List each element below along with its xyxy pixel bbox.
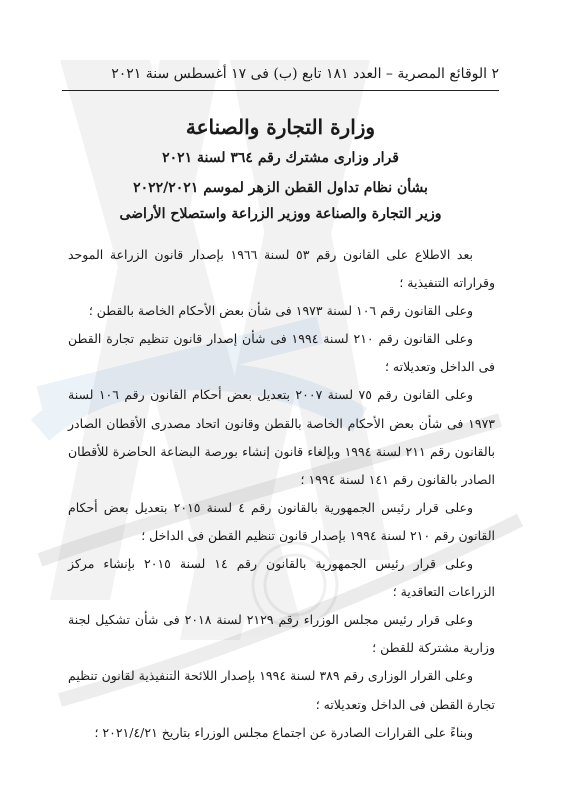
preamble-paragraph: وعلى قرار رئيس الجمهورية بالقانون رقم ٤ لسنة ٢٠١٥ بتعديل بعض أحكام القانون رقم ٢١٠ لسنة ١٩٩٤ بإصدار قانون تنظيم القطن فى الداخل ؛ <box>68 499 495 543</box>
gazette-header: ٢ الوقائع المصرية – العدد ١٨١ تابع (ب) فى ١٧ أغسطس سنة ٢٠٢١ <box>111 66 499 82</box>
decree-subject: بشأن نظام تداول القطن الزهر لموسم ٢٠٢٢/٢٠٢١ <box>133 180 428 196</box>
issuing-ministers: وزير التجارة والصناعة ووزير الزراعة واستصلاح الأراضى <box>119 206 442 222</box>
preamble-paragraph: وعلى القانون رقم ١٠٦ لسنة ١٩٧٣ فى شأن بعض الأحكام الخاصة بالقطن ؛ <box>88 303 473 319</box>
preamble-paragraph: بعد الاطلاع على القانون رقم ٥٣ لسنة ١٩٦٦ بإصدار قانون الزراعة الموحد وقراراته التنفيذية ؛ <box>68 247 495 291</box>
decree-title: قرار وزارى مشترك رقم ٣٦٤ لسنة ٢٠٢١ <box>162 150 399 166</box>
preamble-paragraph: وعلى القانون رقم ٧٥ لسنة ٢٠٠٧ بتعديل بعض أحكام القانون رقم ١٠٦ لسنة ١٩٧٣ فى شأن بعض الأحكام الخاصة بالقطن وقانون اتحاد مصدرى الأقطان الصادر بالقانون رقم ٢١١ لسنة ١٩٩٤ وبإلغاء قانون إنشاء بورصة البضاعة الحاضرة للأقطان الصادر بالقانون رقم ١٤١ لسنة ١٩٩٤ ؛ <box>68 387 495 487</box>
preamble-paragraph: وعلى القرار الوزارى رقم ٣٨٩ لسنة ١٩٩٤ بإصدار اللائحة التنفيذية لقانون تنظيم تجارة القطن فى الداخل وتعديلاته ؛ <box>68 668 495 712</box>
preamble-paragraph: وعلى قرار رئيس الجمهورية بالقانون رقم ١٤ لسنة ٢٠١٥ بإنشاء مركز الزراعات التعاقدية ؛ <box>68 556 495 600</box>
decree-preamble <box>68 241 495 747</box>
preamble-paragraph: وعلى قرار رئيس مجلس الوزراء رقم ٢١٢٩ لسنة ٢٠١٨ فى شأن تشكيل لجنة وزارية مشتركة للقطن ؛ <box>68 612 495 656</box>
header-divider <box>62 90 499 91</box>
ministry-title: وزارة التجارة والصناعة <box>185 115 376 139</box>
preamble-paragraph: وعلى القانون رقم ٢١٠ لسنة ١٩٩٤ فى شأن إصدار قانون تنظيم تجارة القطن فى الداخل وتعديلاته ؛ <box>68 331 495 375</box>
preamble-paragraph: وبناءً على القرارات الصادرة عن اجتماع مجلس الوزراء بتاريخ ٢٠٢١/٤/٢١ ؛ <box>94 724 473 740</box>
